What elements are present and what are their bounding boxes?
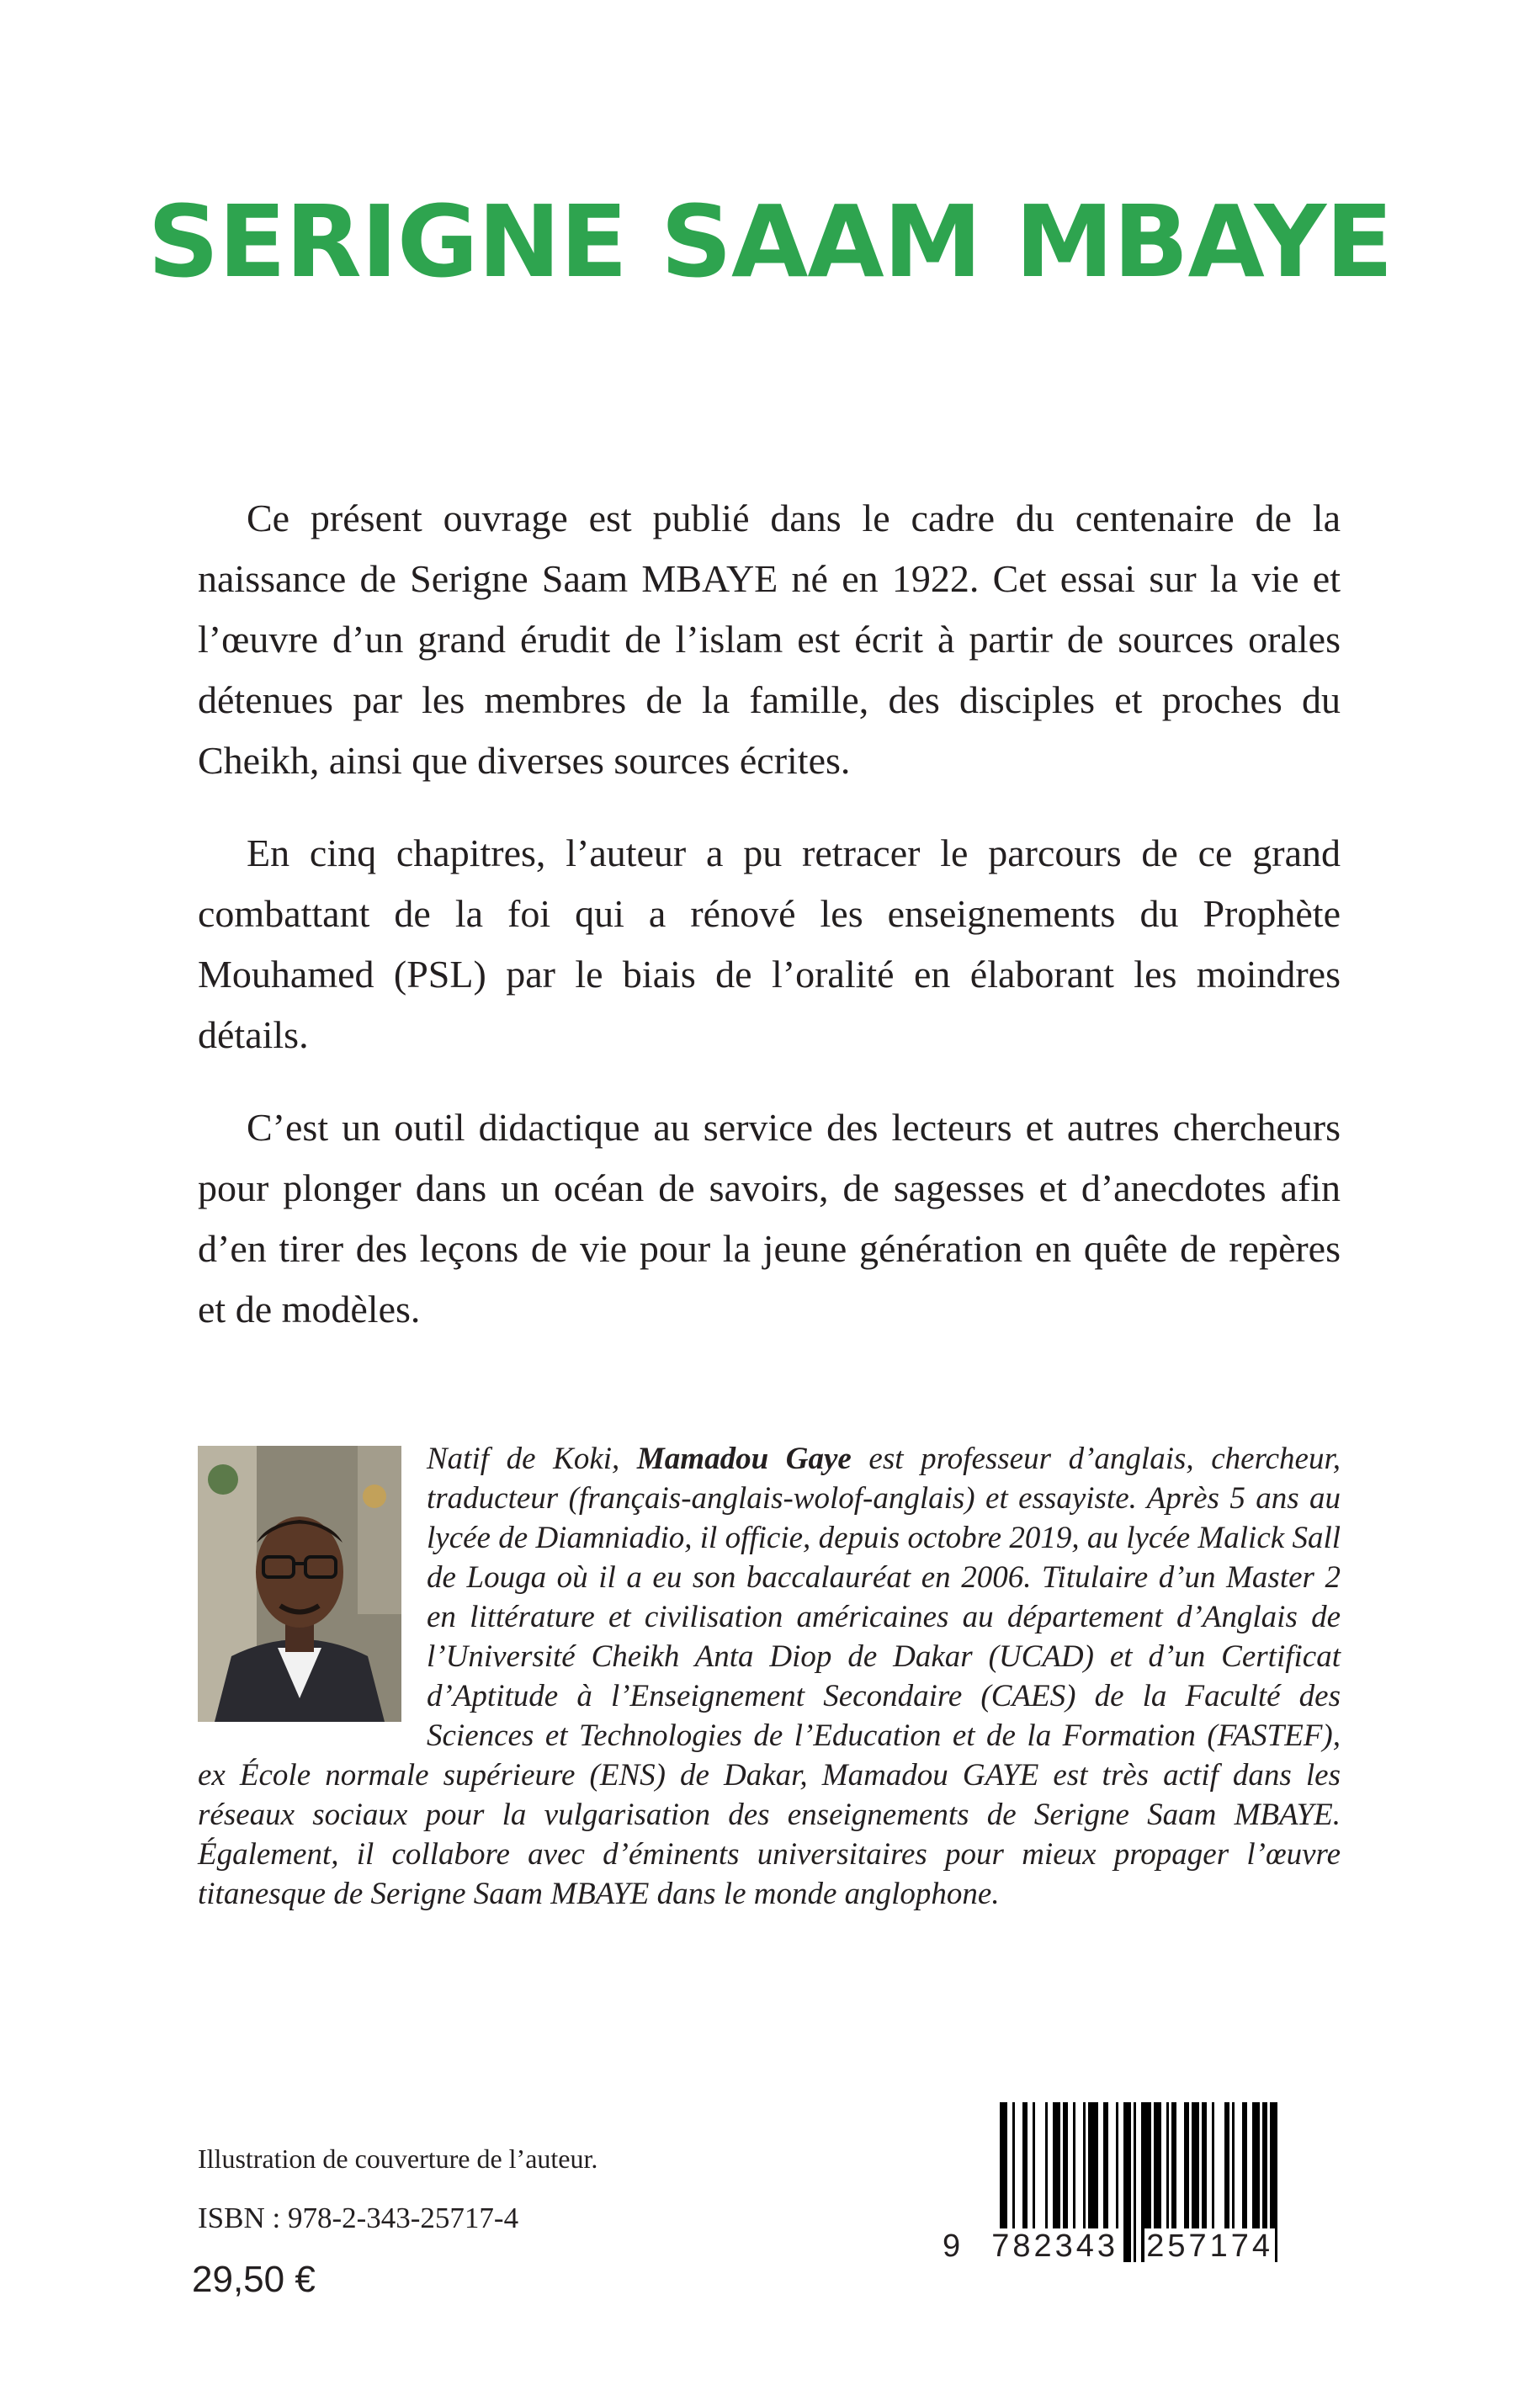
- author-name: Mamadou Gaye: [636, 1442, 852, 1476]
- cover-credit: Illustration de couverture de l’auteur.: [198, 2143, 598, 2174]
- author-bio: [198, 1439, 1341, 1914]
- barcode-first-digit: 9: [943, 2228, 964, 2264]
- blurb-paragraph: Ce présent ouvrage est publié dans le cadre du centenaire de la naissance de Serigne Saam MBAYE né en 1922. Cet essai sur la vie et l’œuvre d’un grand érudit de l’islam est écrit à partir de sources orales détenues par les membres de la famille, des disciples et proches du Cheikh, ainsi que diverses sources écrites.: [198, 497, 1341, 782]
- book-title: SERIGNE SAAM MBAYE: [147, 183, 1393, 300]
- barcode-group-1: 782343: [991, 2228, 1119, 2264]
- barcode-digits: [941, 2228, 1294, 2265]
- bio-intro: Natif de Koki,: [427, 1442, 637, 1476]
- blurb-paragraph: C’est un outil didactique au service des lecteurs et autres chercheurs pour plonger dans un océan de savoirs, de sagesses et d’anecdotes afin d’en tirer des leçons de vie pour la jeune génération en quête de repères et de modèles.: [198, 1106, 1341, 1331]
- price: 29,50 €: [192, 2259, 316, 2300]
- blurb-paragraph: En cinq chapitres, l’auteur a pu retracer le parcours de ce grand combattant de la foi qui a rénové les enseignements du Prophète Mouhamed (PSL) par le biais de l’oralité en élaborant les moindres détails.: [198, 831, 1341, 1056]
- author-photo: [198, 1446, 401, 1722]
- barcode: [941, 2102, 1294, 2271]
- isbn: ISBN : 978-2-343-25717-4: [198, 2202, 519, 2234]
- back-cover-blurb: [198, 488, 1341, 1372]
- bio-body: est professeur d’anglais, chercheur, traducteur (français-anglais-wolof-anglais) et essayiste. Après 5 ans au lycée de Diamniadio, il officie, depuis octobre 2019, au lycée Malick Sall de Louga où il a eu son baccalauréat en 2006. Titulaire d’un Master 2 en littérature et civilisation américaines au département d’Anglais de l’Université Cheikh Anta Diop de Dakar (UCAD) et d’un Certificat d’Aptitude à l’Enseignement Secondaire (CAES) de la Faculté des Sciences et Technologies de l’Education et de la Formation (FASTEF), ex École normale supérieure (ENS) de Dakar, Mamadou GAYE est très actif dans les réseaux sociaux pour la vulgarisation des enseignements de Serigne Saam MBAYE. Également, il collabore avec d’éminents universitaires pour mieux propager l’œuvre titanesque de Serigne Saam MBAYE dans le monde anglophone.: [198, 1442, 1341, 1911]
- barcode-group-2: 257174: [1146, 2228, 1274, 2264]
